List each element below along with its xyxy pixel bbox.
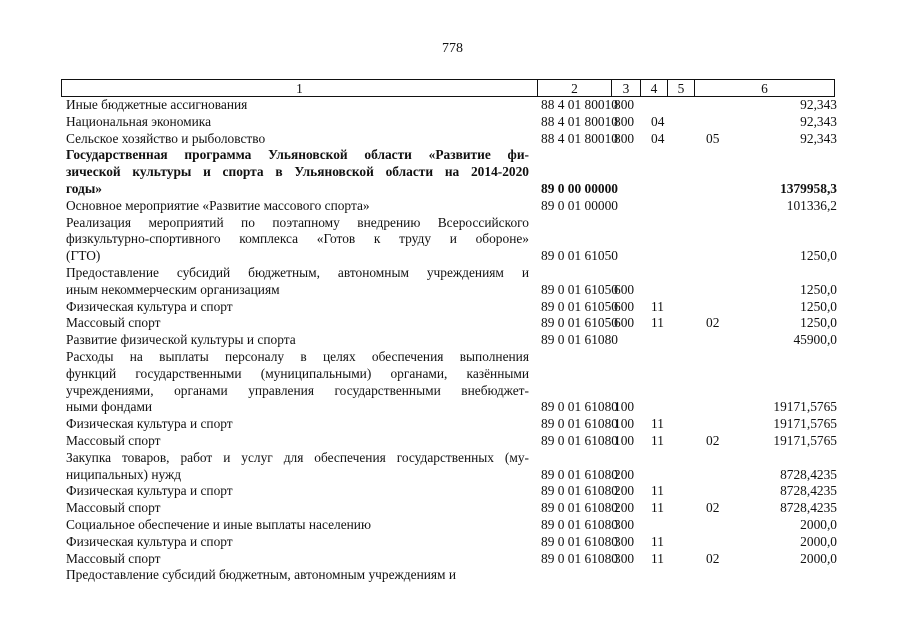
row-name-line: иным некоммерческим организациям <box>66 281 280 297</box>
table-row <box>0 147 905 197</box>
row-name-line: учреждениями, органами управления государственными внебюджет- <box>66 382 529 398</box>
table-row <box>0 534 905 551</box>
row-name <box>66 500 529 517</box>
row-target-code: 89 0 00 00000 <box>541 180 618 196</box>
row-name-line: зической культуры и спорта в Ульяновской области на 2014-2020 <box>66 164 529 180</box>
row-amount: 45900,0 <box>793 332 837 348</box>
row-name <box>66 416 529 433</box>
row-target-code: 89 0 01 61080 <box>541 550 618 566</box>
row-subsection: 02 <box>706 500 720 516</box>
row-name-line: Национальная экономика <box>66 113 212 129</box>
header-col-1: 1 <box>61 79 538 97</box>
header-col-2: 2 <box>538 79 612 97</box>
row-expense-type: 100 <box>614 399 635 415</box>
table-row <box>0 433 905 450</box>
row-name-line: (ГТО) <box>66 248 101 264</box>
row-name-line: Сельское хозяйство и рыболовство <box>66 130 266 146</box>
row-subsection: 02 <box>706 550 720 566</box>
row-name <box>66 215 529 265</box>
row-target-code: 89 0 01 00000 <box>541 197 618 213</box>
row-expense-type: 300 <box>614 533 635 549</box>
row-name <box>66 114 529 131</box>
row-amount: 101336,2 <box>786 197 837 213</box>
row-section: 11 <box>651 315 664 331</box>
row-subsection: 02 <box>706 432 720 448</box>
row-name <box>66 198 529 215</box>
row-expense-type: 300 <box>614 516 635 532</box>
row-name-line: Физическая культура и спорт <box>66 298 233 314</box>
table-row <box>0 131 905 148</box>
row-target-code: 89 0 01 61080 <box>541 432 618 448</box>
row-name-line: Социальное обеспечение и иные выплаты населению <box>66 516 371 532</box>
table-row <box>0 265 905 299</box>
row-target-code: 89 0 01 61080 <box>541 416 618 432</box>
row-name-line: Физическая культура и спорт <box>66 483 233 499</box>
table-row <box>0 299 905 316</box>
row-target-code: 89 0 01 61080 <box>541 399 618 415</box>
row-name <box>66 483 529 500</box>
row-name-line: Массовый спорт <box>66 550 161 566</box>
table-row <box>0 97 905 114</box>
table-row <box>0 349 905 416</box>
row-name-line: Основное мероприятие «Развитие массового спорта» <box>66 197 370 213</box>
row-expense-type: 800 <box>614 97 635 112</box>
row-name <box>66 147 529 197</box>
row-expense-type: 600 <box>614 281 635 297</box>
row-section: 11 <box>651 483 664 499</box>
row-name-line: Государственная программа Ульяновской области «Развитие фи- <box>66 147 529 163</box>
row-name <box>66 450 529 484</box>
row-name <box>66 534 529 551</box>
row-name-line: Предоставление субсидий бюджетным, автономным учреждениям и <box>66 567 457 583</box>
page-number: 778 <box>442 41 463 56</box>
row-amount: 2000,0 <box>800 533 837 549</box>
row-target-code: 89 0 01 61050 <box>541 298 618 314</box>
row-name-line: Массовый спорт <box>66 500 161 516</box>
row-section: 11 <box>651 533 664 549</box>
row-name <box>66 315 529 332</box>
row-amount: 19171,5765 <box>773 399 837 415</box>
row-amount: 8728,4235 <box>780 483 837 499</box>
row-amount: 1250,0 <box>800 298 837 314</box>
row-name <box>66 332 529 349</box>
row-expense-type: 800 <box>614 130 635 146</box>
table-row <box>0 450 905 484</box>
row-target-code: 89 0 01 61080 <box>541 500 618 516</box>
row-expense-type: 800 <box>614 113 635 129</box>
row-name <box>66 299 529 316</box>
row-name-line: Массовый спорт <box>66 432 161 448</box>
row-amount: 92,343 <box>800 97 837 112</box>
table-row <box>0 517 905 534</box>
row-name-line: Массовый спорт <box>66 315 161 331</box>
row-target-code: 89 0 01 61080 <box>541 332 618 348</box>
row-name <box>66 349 529 416</box>
row-expense-type: 600 <box>614 315 635 331</box>
row-section: 11 <box>651 298 664 314</box>
row-amount: 8728,4235 <box>780 466 837 482</box>
row-name-line: ниципальных) нужд <box>66 466 182 482</box>
table-row <box>0 114 905 131</box>
row-amount: 2000,0 <box>800 550 837 566</box>
row-amount: 1250,0 <box>800 281 837 297</box>
row-target-code: 88 4 01 80010 <box>541 97 618 112</box>
table-row <box>0 215 905 265</box>
table-body <box>0 97 905 584</box>
row-amount: 1379958,3 <box>780 180 837 196</box>
row-name-line: Закупка товаров, работ и услуг для обеспечения государственных (му- <box>66 449 529 465</box>
row-expense-type: 200 <box>614 483 635 499</box>
row-name-line: Физическая культура и спорт <box>66 533 233 549</box>
row-name-line: годы» <box>66 180 102 196</box>
row-target-code: 89 0 01 61050 <box>541 315 618 331</box>
row-expense-type: 100 <box>614 416 635 432</box>
table-row <box>0 567 905 584</box>
table-row <box>0 416 905 433</box>
header-col-3: 3 <box>612 79 641 97</box>
row-amount: 2000,0 <box>800 516 837 532</box>
row-target-code: 88 4 01 80010 <box>541 130 618 146</box>
row-name-line: Физическая культура и спорт <box>66 416 233 432</box>
row-name <box>66 551 529 568</box>
row-name-line: Иные бюджетные ассигнования <box>66 97 248 112</box>
table-row <box>0 551 905 568</box>
header-col-4: 4 <box>641 79 668 97</box>
row-name <box>66 131 529 148</box>
row-name-line: физкультурно-спортивного комплекса «Готов к труду и обороне» <box>66 231 529 247</box>
row-amount: 8728,4235 <box>780 500 837 516</box>
row-section: 04 <box>651 113 665 129</box>
row-name-line: Предоставление субсидий бюджетным, автономным учреждениям и <box>66 264 529 280</box>
row-section: 11 <box>651 550 664 566</box>
row-subsection: 05 <box>706 130 720 146</box>
row-section: 11 <box>651 432 664 448</box>
row-amount: 1250,0 <box>800 315 837 331</box>
row-target-code: 89 0 01 61080 <box>541 483 618 499</box>
row-name-line: функций государственными (муниципальными) органами, казёнными <box>66 365 529 381</box>
row-name-line: ными фондами <box>66 399 153 415</box>
table-row <box>0 198 905 215</box>
row-section: 11 <box>651 500 664 516</box>
row-target-code: 89 0 01 61080 <box>541 533 618 549</box>
row-name <box>66 433 529 450</box>
row-name <box>66 517 529 534</box>
table-row <box>0 500 905 517</box>
row-name-line: Развитие физической культуры и спорта <box>66 332 296 348</box>
row-subsection: 02 <box>706 315 720 331</box>
row-target-code: 89 0 01 61050 <box>541 248 618 264</box>
row-expense-type: 100 <box>614 432 635 448</box>
row-expense-type: 600 <box>614 298 635 314</box>
table-header <box>61 79 835 97</box>
header-col-5: 5 <box>668 79 695 97</box>
row-target-code: 89 0 01 61080 <box>541 516 618 532</box>
table-row <box>0 315 905 332</box>
row-name <box>66 97 529 114</box>
row-name-line: Расходы на выплаты персоналу в целях обеспечения выполнения <box>66 348 529 364</box>
header-col-6: 6 <box>695 79 835 97</box>
row-section: 04 <box>651 130 665 146</box>
row-section: 11 <box>651 416 664 432</box>
row-amount: 92,343 <box>800 113 837 129</box>
row-name-line: Реализация мероприятий по поэтапному внедрению Всероссийского <box>66 214 529 230</box>
row-amount: 92,343 <box>800 130 837 146</box>
row-target-code: 89 0 01 61050 <box>541 281 618 297</box>
row-target-code: 88 4 01 80010 <box>541 113 618 129</box>
row-expense-type: 200 <box>614 466 635 482</box>
table-row <box>0 483 905 500</box>
row-expense-type: 300 <box>614 550 635 566</box>
row-name <box>66 567 529 584</box>
row-amount: 1250,0 <box>800 248 837 264</box>
row-expense-type: 200 <box>614 500 635 516</box>
row-target-code: 89 0 01 61080 <box>541 466 618 482</box>
row-amount: 19171,5765 <box>773 432 837 448</box>
table-row <box>0 332 905 349</box>
row-amount: 19171,5765 <box>773 416 837 432</box>
row-name <box>66 265 529 299</box>
